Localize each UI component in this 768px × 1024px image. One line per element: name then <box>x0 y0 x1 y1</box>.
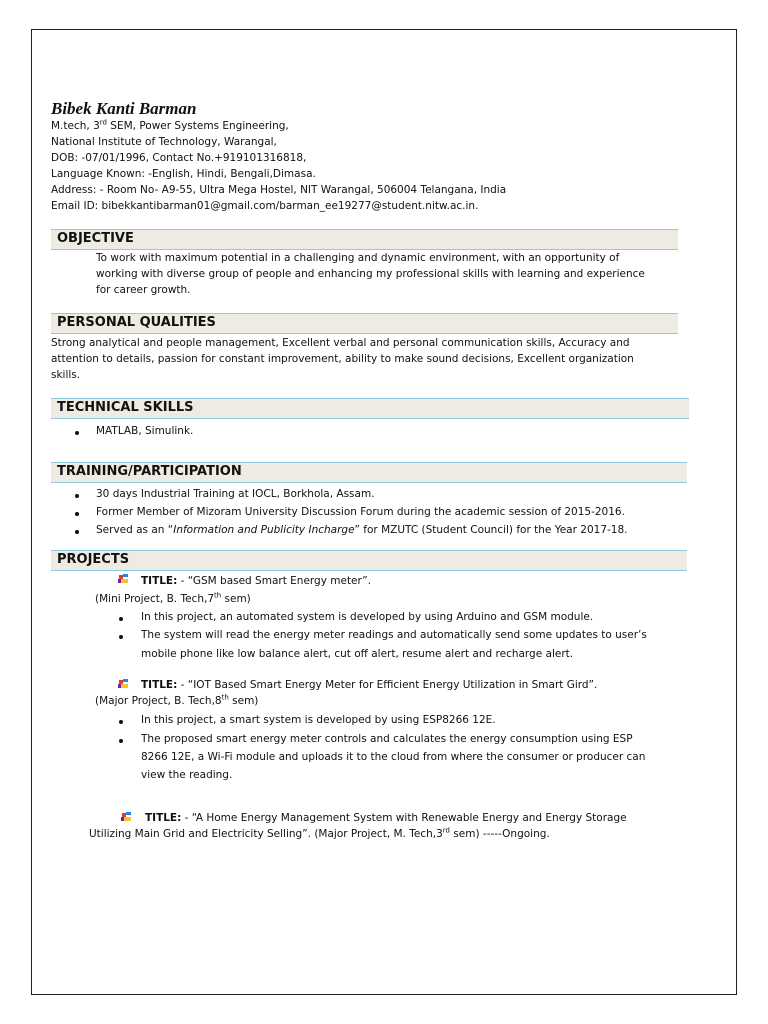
bullet-icon <box>119 739 123 743</box>
title-marker-icon <box>118 678 129 689</box>
project2-title: TITLE: - “IOT Based Smart Energy Meter for Efficient Energy Utilization in Smart Gird”. <box>141 679 598 691</box>
degree-line: M.tech, 3rd SEM, Power Systems Engineering, <box>51 118 289 132</box>
skill-item: MATLAB, Simulink. <box>96 425 194 437</box>
institute-line: National Institute of Technology, Warangal, <box>51 136 277 148</box>
project2-point-cont: 8266 12E, a Wi-Fi module and uploads it to the cloud from where the consumer or producer can <box>141 751 646 763</box>
projects-header <box>51 550 687 571</box>
candidate-name: Bibek Kanti Barman <box>51 99 197 118</box>
bullet-icon <box>119 720 123 724</box>
project1-point-cont: mobile phone like low balance alert, cut off alert, resume alert and recharge alert. <box>141 648 574 660</box>
title-marker-icon <box>121 811 132 822</box>
training-item: 30 days Industrial Training at IOCL, Borkhola, Assam. <box>96 488 375 500</box>
project3-title-cont: Utilizing Main Grid and Electricity Selling”. (Major Project, M. Tech,3rd sem) -----Ongoing. <box>89 826 550 840</box>
objective-line: To work with maximum potential in a challenging and dynamic environment, with an opportunity of <box>96 252 620 264</box>
project3-title: TITLE: - “A Home Energy Management System with Renewable Energy and Energy Storage <box>145 812 627 824</box>
objective-title: OBJECTIVE <box>57 231 134 246</box>
personal-qualities-header <box>51 313 678 334</box>
training-item: Served as an “Information and Publicity Incharge” for MZUTC (Student Council) for the Year 2017-18. <box>96 524 628 536</box>
bullet-icon <box>75 512 79 516</box>
qualities-line: attention to details, passion for constant improvement, ability to make sound decisions, Excellent organization <box>51 353 634 365</box>
qualities-line: Strong analytical and people management, Excellent verbal and personal communication skills, Accuracy and <box>51 337 630 349</box>
bullet-icon <box>119 617 123 621</box>
project2-point: The proposed smart energy meter controls and calculates the energy consumption using ESP <box>141 733 633 745</box>
project2-point-cont: view the reading. <box>141 769 233 781</box>
objective-header <box>51 229 678 250</box>
bullet-icon <box>119 635 123 639</box>
bullet-icon <box>75 530 79 534</box>
training-item: Former Member of Mizoram University Discussion Forum during the academic session of 2015-2016. <box>96 506 625 518</box>
project2-point: In this project, a smart system is developed by using ESP8266 12E. <box>141 714 496 726</box>
personal-qualities-title: PERSONAL QUALITIES <box>57 315 216 330</box>
project1-subtitle: (Mini Project, B. Tech,7th sem) <box>95 591 251 605</box>
objective-line: working with diverse group of people and enhancing my professional skills with learning and experience <box>96 268 645 280</box>
training-header <box>51 462 687 483</box>
technical-skills-title: TECHNICAL SKILLS <box>57 400 194 415</box>
training-title: TRAINING/PARTICIPATION <box>57 464 242 479</box>
dob-contact-line: DOB: -07/01/1996, Contact No.+919101316818, <box>51 152 307 164</box>
bullet-icon <box>75 431 79 435</box>
project1-title: TITLE: - “GSM based Smart Energy meter”. <box>141 575 372 587</box>
project2-subtitle: (Major Project, B. Tech,8th sem) <box>95 693 259 707</box>
project1-point: The system will read the energy meter readings and automatically send some updates to user’s <box>141 629 647 641</box>
technical-skills-header <box>51 398 689 419</box>
project1-point: In this project, an automated system is developed by using Arduino and GSM module. <box>141 611 594 623</box>
projects-title: PROJECTS <box>57 552 130 567</box>
objective-line: for career growth. <box>96 284 191 296</box>
email-line: Email ID: bibekkantibarman01@gmail.com/barman_ee19277@student.nitw.ac.in. <box>51 200 479 212</box>
language-line: Language Known: -English, Hindi, Bengali,Dimasa. <box>51 168 316 180</box>
address-line: Address: - Room No- A9-55, Ultra Mega Hostel, NIT Warangal, 506004 Telangana, India <box>51 184 507 196</box>
title-marker-icon <box>118 573 129 584</box>
qualities-line: skills. <box>51 369 81 381</box>
bullet-icon <box>75 494 79 498</box>
